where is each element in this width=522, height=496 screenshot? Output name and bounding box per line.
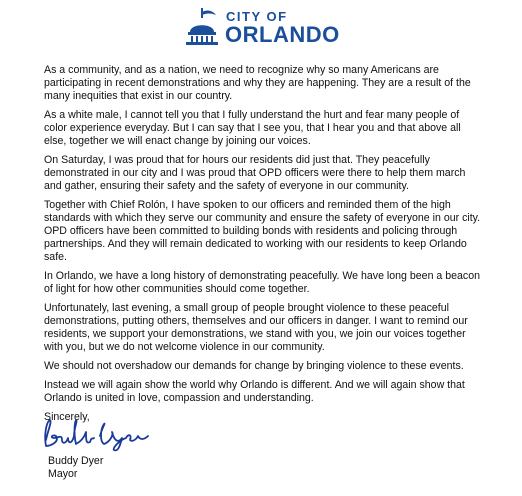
signatory: [48, 455, 103, 481]
city-logo: [180, 6, 350, 46]
paragraph: As a white male, I cannot tell you that I fully understand the hurt and fear many people of color experience everyday. But I can say that I see you, that I hear you and that above all else, together we will enact change by joining our voices.: [44, 109, 461, 147]
paragraph: We should not overshadow our demands for change by bringing violence to these events.: [44, 360, 464, 372]
paragraph: Instead we will again show the world why Orlando is different. And we will again show that Orlando is united in love, compassion and understanding.: [44, 379, 465, 404]
signatory-name: Buddy Dyer: [48, 455, 104, 467]
city-hall-dome-icon: [180, 6, 224, 46]
paragraph: Together with Chief Rolón, I have spoken to our officers and reminded them of the high standards with which they serve our community and ensure the safety of everyone in our city. OPD officers have been committed to building bonds with residents and policing through partnerships. And they will remain dedicated to working with our residents to keep Orlando safe.: [44, 199, 481, 263]
paragraph: On Saturday, I was proud that for hours our residents did just that. They peacefully demonstrated in our city and I was proud that OPD officers were there to help them march and gather, ensuring their safety and the safety of everyone in our community.: [44, 154, 466, 192]
letter-body: [44, 64, 484, 430]
logo-text-orlando: ORLANDO: [225, 22, 340, 47]
paragraph: As a community, and as a nation, we need to recognize why so many Americans are participating in recent demonstrations and why they are happening. They are a result of the many inequities that exist in our country.: [44, 64, 471, 102]
paragraph: In Orlando, we have a long history of demonstrating peacefully. We have long been a beacon of light for how other communities should come together.: [44, 270, 480, 295]
handwritten-signature: [40, 416, 160, 452]
signatory-title: Mayor: [48, 468, 78, 480]
paragraph: Unfortunately, last evening, a small group of people brought violence to these peaceful demonstrations, putting others, themselves and our officers in danger. I want to remind our residents, we support your demonstrations, we stand with you, we join our voices together with you, but we do not welcome violence in our community.: [44, 302, 468, 353]
closing: Sincerely,: [44, 411, 90, 423]
logo-text-city-of: CITY OF: [226, 9, 288, 24]
